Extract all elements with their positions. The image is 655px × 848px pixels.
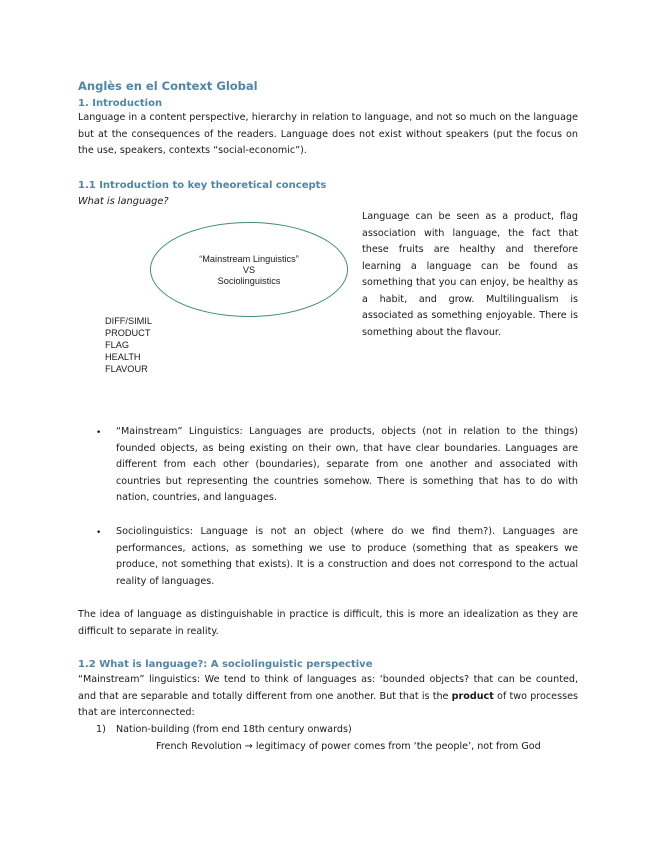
keyword-item: HEALTH xyxy=(105,352,141,362)
keyword-item: FLAG xyxy=(105,340,129,350)
section-1-2-heading: 1.2 What is language?: A sociolinguistic perspective xyxy=(78,659,373,670)
product-bold-word: product xyxy=(451,690,494,702)
bullet-mainstream-linguistics: “Mainstream” Linguistics: Languages are products, objects (not in relation to the things) founded objects, as being existing on their own, that have clear boundaries. Languages are different from each other (boundaries), separate from one another and associated with countries but representing the countries somehow. There is something that has to do with nation, countries, and languages. xyxy=(116,426,578,503)
side-paragraph: Language can be seen as a product, flag association with language, the fact that these fruits are healthy and therefore learning a language can be found as something that you can enjoy, be healthy as a habit, and grow. Multilingualism is associated as something enjoyable. There is something about the flavour. xyxy=(362,211,578,338)
closing-paragraph: The idea of language as distinguishable in practice is difficult, this is more an idealization as they are difficult to separate in reality. xyxy=(78,609,578,637)
section-1-heading: 1. Introduction xyxy=(78,98,163,109)
paragraph-text-part: “Mainstream” linguistics: We tend to think of languages as: ‘bounded objects? that can be counted, and that are separable and totally different from one another. But that is the xyxy=(78,674,578,702)
keyword-item: DIFF/SIMIL xyxy=(105,316,152,326)
document-title: Anglès en el Context Global xyxy=(78,79,258,93)
diagram-line-3: Sociolinguistics xyxy=(217,276,281,286)
keyword-item: FLAVOUR xyxy=(105,364,148,374)
diagram-keyword-list xyxy=(105,315,152,375)
bullet-icon: • xyxy=(96,428,102,438)
diagram-line-1: “Mainstream Linguistics” xyxy=(199,254,299,264)
what-is-language-subheading: What is language? xyxy=(78,196,169,207)
diagram-line-2: VS xyxy=(242,265,256,275)
list-number: 1) xyxy=(96,724,106,735)
diagram-ellipse-text xyxy=(150,254,348,287)
section-1-paragraph: Language in a content perspective, hierarchy in relation to language, and not so much on the language but at the consequences of the readers. Language does not exist without speakers (put the focus on the use, speakers, contexts “social-economic”). xyxy=(78,112,578,156)
paragraph-text-part: of two processes that are interconnected: xyxy=(78,690,578,718)
bullet-sociolinguistics: Sociolinguistics: Language is not an object (where do we find them?). Languages are performances, actions, as something we use to produce (something that as speakers we produce, not something that exists). It is a construction and does not correspond to the actual reality of languages. xyxy=(116,526,578,587)
nation-building-item: Nation-building (from end 18th century onwards) xyxy=(116,724,352,735)
french-revolution-line: French Revolution → legitimacy of power comes from ‘the people’, not from God xyxy=(156,741,541,752)
keyword-item: PRODUCT xyxy=(105,328,151,338)
section-1-2-paragraph xyxy=(78,672,578,722)
bullet-icon: • xyxy=(96,528,102,538)
section-1-1-heading: 1.1 Introduction to key theoretical concepts xyxy=(78,180,327,191)
